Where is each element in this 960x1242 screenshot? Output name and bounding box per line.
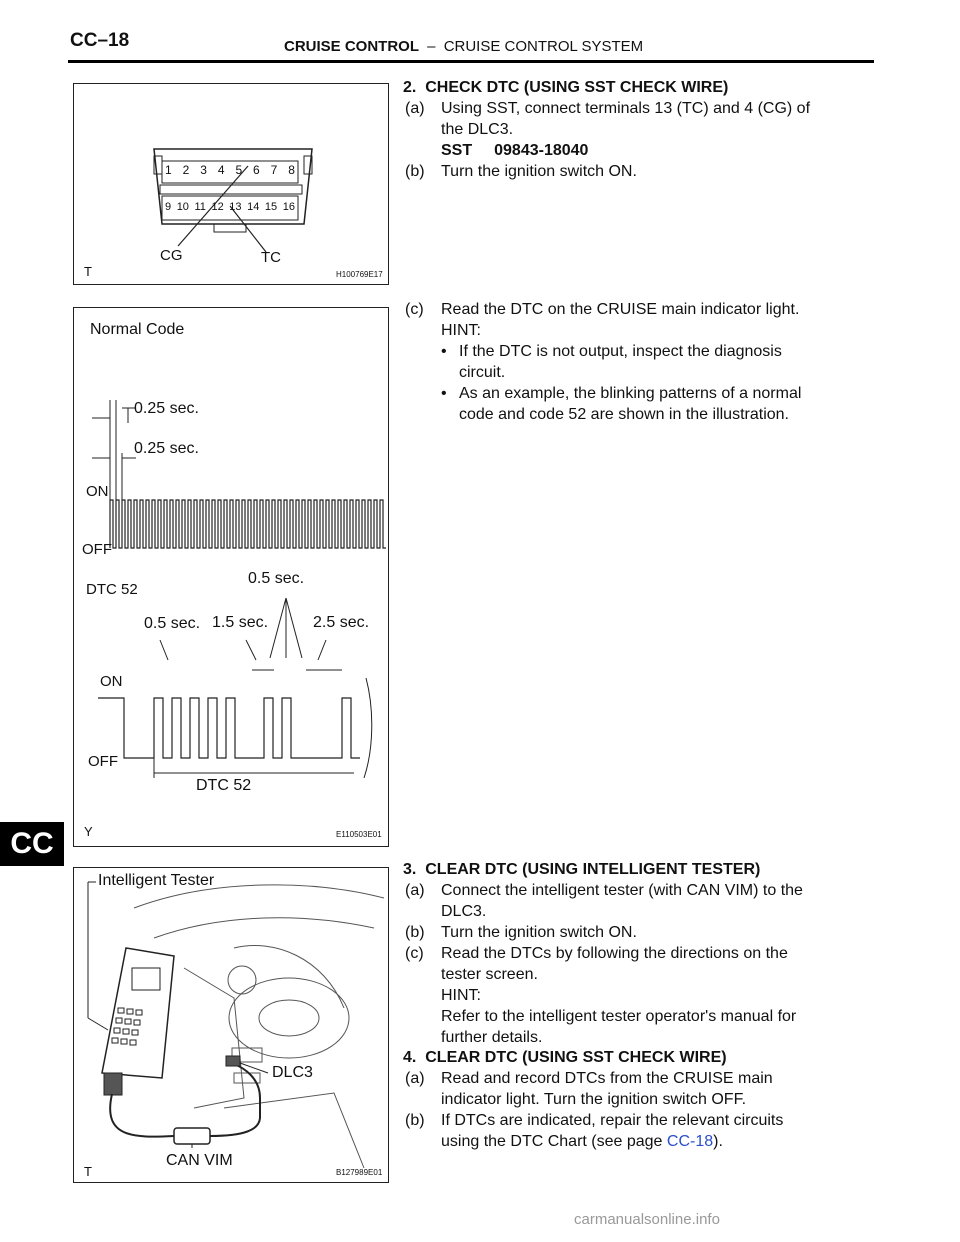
substep-text-cont: tester screen. xyxy=(441,966,538,983)
figure-blink-patterns xyxy=(73,307,389,847)
page-number: CC–18 xyxy=(70,30,130,51)
step-4 xyxy=(403,1047,873,1152)
substep-label: (c) xyxy=(405,301,424,318)
substep-a xyxy=(403,1068,873,1089)
substep-text: ). xyxy=(713,1133,723,1150)
figure-corner-letter: Y xyxy=(84,824,93,839)
label-cg: CG xyxy=(160,247,183,264)
substep-label: (b) xyxy=(405,1112,425,1129)
interval-label: 0.5 sec. xyxy=(248,570,305,587)
substep-text: Read and record DTCs from the CRUISE main xyxy=(441,1070,773,1087)
off-label: OFF xyxy=(88,753,118,770)
subsection-title: CRUISE CONTROL SYSTEM xyxy=(443,38,644,55)
pin-label: 3 xyxy=(200,163,207,177)
pin-label: 13 xyxy=(229,201,242,213)
tester-icon xyxy=(102,948,174,1095)
bullet-icon: • xyxy=(441,343,447,360)
substep-text: Using SST, connect terminals 13 (TC) and 4 (CG) of xyxy=(441,100,811,117)
substep-label: (c) xyxy=(405,945,424,962)
substep-text: Read the DTCs by following the directions on the xyxy=(441,945,788,962)
pin-label: 2 xyxy=(182,163,190,177)
substep-text: Connect the intelligent tester (with CAN VIM) to the xyxy=(441,882,803,899)
figure-dlc3-connector xyxy=(73,83,389,285)
pin-label: 9 xyxy=(165,201,172,213)
figure-code: E110503E01 xyxy=(336,830,382,839)
bullet-text: As an example, the blinking patterns of a normal xyxy=(459,385,802,402)
dlc3-connector-illustration xyxy=(74,84,388,284)
bullet-icon: • xyxy=(441,385,447,402)
dtc-span-label: DTC 52 xyxy=(196,777,252,794)
header-rule xyxy=(68,60,874,63)
watermark: carmanualsonline.info xyxy=(574,1211,720,1228)
substep-b xyxy=(403,161,873,182)
can-vim-label: CAN VIM xyxy=(166,1152,233,1169)
substep-text-cont xyxy=(403,1131,873,1152)
step-heading: 2. CHECK DTC (USING SST CHECK WIRE) xyxy=(403,79,729,96)
substep-label: (a) xyxy=(405,100,425,117)
figure-intelligent-tester xyxy=(73,867,389,1183)
page-title xyxy=(284,38,643,55)
hint-label: HINT: xyxy=(441,987,481,1004)
substep-c xyxy=(403,943,873,964)
figure-code: B127989E01 xyxy=(336,1168,383,1177)
substep-text: Turn the ignition switch ON. xyxy=(441,924,637,941)
sst-label: SST xyxy=(441,142,473,159)
substep-text: Turn the ignition switch ON. xyxy=(441,163,637,180)
pin-label: 12 xyxy=(211,201,224,213)
pin-label: 7 xyxy=(270,163,278,177)
pin-label: 6 xyxy=(253,163,260,177)
substep-label: (a) xyxy=(405,882,425,899)
substep-a xyxy=(403,98,873,119)
pin-label: 8 xyxy=(288,163,295,177)
pin-label: 16 xyxy=(282,201,295,213)
substep-text: using the DTC Chart (see page xyxy=(441,1133,667,1150)
pin-label: 10 xyxy=(176,201,189,213)
pin-label: 4 xyxy=(217,163,225,177)
step-2 xyxy=(403,77,873,182)
pin-label: 14 xyxy=(247,201,260,213)
dtc-title: DTC 52 xyxy=(86,581,138,598)
substep-text: If DTCs are indicated, repair the relevant circuits xyxy=(441,1112,784,1129)
pin-label: 1 xyxy=(165,163,172,177)
dlc3-connector-icon xyxy=(226,1056,240,1066)
hint-text: Refer to the intelligent tester operator's manual for xyxy=(441,1008,797,1025)
page-link[interactable]: CC-18 xyxy=(666,1133,714,1150)
section-tab: CC xyxy=(0,822,64,866)
bullet-item xyxy=(405,341,875,362)
step-3 xyxy=(403,859,873,1048)
section-title: CRUISE CONTROL xyxy=(284,38,419,55)
step-heading: 3. CLEAR DTC (USING INTELLIGENT TESTER) xyxy=(403,861,761,878)
substep-label: (b) xyxy=(405,924,425,941)
on-label: ON xyxy=(100,673,123,690)
dtc52-waveform xyxy=(98,698,360,758)
interval-label: 0.25 sec. xyxy=(134,400,199,417)
tester-label: Intelligent Tester xyxy=(98,872,215,889)
step-2-c xyxy=(405,299,875,425)
bullet-item xyxy=(405,383,875,404)
substep-text-cont: DLC3. xyxy=(441,903,487,920)
figure-code: H100769E17 xyxy=(336,270,383,279)
pin-row-top xyxy=(165,163,295,177)
bullet-text: If the DTC is not output, inspect the diagnosis xyxy=(459,343,782,360)
substep-label: (b) xyxy=(405,163,425,180)
pin-label: 5 xyxy=(235,163,243,177)
dlc3-label: DLC3 xyxy=(272,1064,313,1081)
normal-code-title: Normal Code xyxy=(90,321,185,338)
on-label: ON xyxy=(86,483,109,500)
sst-line xyxy=(403,140,873,161)
pin-row-bottom xyxy=(165,201,295,213)
substep-a xyxy=(403,880,873,901)
interval-label: 2.5 sec. xyxy=(313,614,370,631)
tester-connection-illustration xyxy=(74,868,388,1182)
dtc52-trace xyxy=(98,698,360,758)
interval-label: 0.25 sec. xyxy=(134,440,199,457)
substep-c xyxy=(405,299,875,320)
substep-b xyxy=(403,1110,873,1131)
off-label: OFF xyxy=(82,541,112,558)
can-vim-module xyxy=(174,1128,210,1144)
interval-label: 0.5 sec. xyxy=(144,615,201,632)
normal-code-waveform xyxy=(110,500,386,548)
normal-code-trace xyxy=(110,500,386,548)
hint-text-cont: further details. xyxy=(441,1029,543,1046)
substep-b xyxy=(403,922,873,943)
substep-text-cont: indicator light. Turn the ignition switch OFF. xyxy=(441,1091,747,1108)
label-tc: TC xyxy=(261,249,281,266)
blink-pattern-diagram xyxy=(74,308,388,846)
interval-label: 1.5 sec. xyxy=(212,614,269,631)
pin-label: 15 xyxy=(264,201,278,213)
substep-label: (a) xyxy=(405,1070,425,1087)
figure-corner-letter: T xyxy=(84,264,92,279)
substep-text: Read the DTC on the CRUISE main indicator light. xyxy=(441,301,800,318)
title-separator: – xyxy=(427,38,436,55)
substep-text-cont: the DLC3. xyxy=(441,121,514,138)
sst-number: 09843-18040 xyxy=(494,142,589,159)
figure-corner-letter: T xyxy=(84,1164,92,1179)
bullet-text-cont: circuit. xyxy=(459,364,506,381)
step-heading: 4. CLEAR DTC (USING SST CHECK WIRE) xyxy=(403,1049,727,1066)
pin-label: 11 xyxy=(194,201,206,213)
bullet-text-cont: code and code 52 are shown in the illustration. xyxy=(459,406,789,423)
hint-label: HINT: xyxy=(441,322,481,339)
